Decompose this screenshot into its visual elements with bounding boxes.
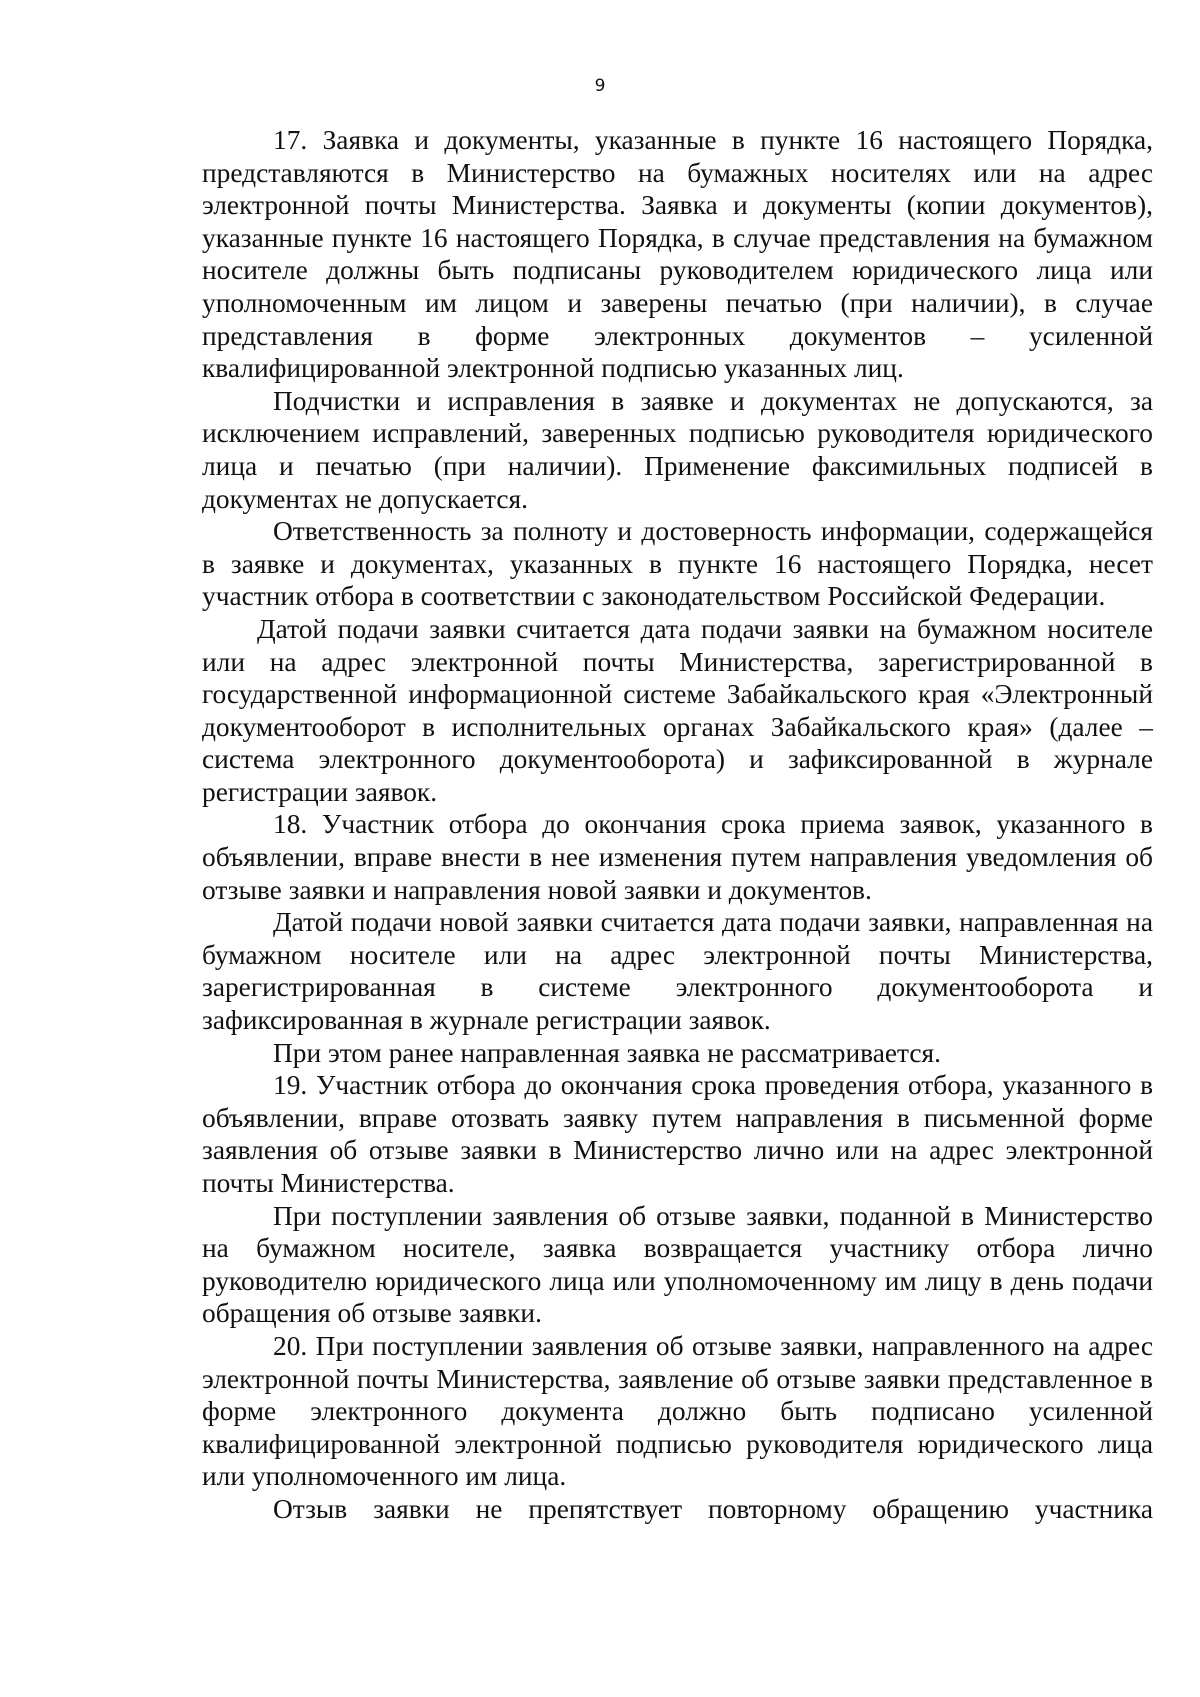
paragraph-new-submission-date: Датой подачи новой заявки считается дата подачи заявки, направленная на бумажном носителе или на адрес электронной почты Министерства, зарегистрированная в системе электронного документооборота и зафиксированная в журнале регистрации заявок. — [202, 907, 1153, 1036]
paragraph-20: 20. При поступлении заявления об отзыве заявки, направленного на адрес электронной почты Министерства, заявление об отзыве заявки представленное в форме электронного документа должно быть подписано усиленной квалифицированной электронной подписью руководителя юридического лица или уполномоченного им лица. — [202, 1330, 1153, 1492]
paragraph-withdrawal-paper: При поступлении заявления об отзыве заявки, поданной в Министерство на бумажном носителе, заявка возвращается участнику отбора лично руководителю юридического лица или уполномоченному им лицу в день подачи обращения об отзыве заявки. — [202, 1200, 1153, 1329]
paragraph-19: 19. Участник отбора до окончания срока проведения отбора, указанного в объявлении, вправе отозвать заявку путем направления в письменной форме заявления об отзыве заявки в Министерство лично или на адрес электронной почты Министерства. — [202, 1070, 1153, 1198]
paragraph-erasures: Подчистки и исправления в заявке и документах не допускаются, за исключением исправлений, заверенных подписью руководителя юридического лица и печатью (при наличии). Применение факсимильных подписей в документах не допускается. — [202, 385, 1153, 514]
paragraph-submission-date: Датой подачи заявки считается дата подачи заявки на бумажном носителе или на адрес электронной почты Министерства, зарегистрированной в государственной информационной системе Забайкальского края «Электронный документооборот в исполнительных органах Забайкальского края» (далее – система электронного документооборота) и зафиксированной в журнале регистрации заявок. — [202, 613, 1153, 807]
page-number: 9 — [594, 76, 606, 96]
paragraph-responsibility: Ответственность за полноту и достоверность информации, содержащейся в заявке и документах, указанных в пункте 16 настоящего Порядка, несет участник отбора в соответствии с законодательством Российской Федерации. — [202, 516, 1153, 612]
paragraph-18: 18. Участник отбора до окончания срока приема заявок, указанного в объявлении, вправе внести в нее изменения путем направления уведомления об отзыве заявки и направления новой заявки и документов. — [202, 809, 1153, 905]
paragraph-17: 17. Заявка и документы, указанные в пункте 16 настоящего Порядка, представляются в Министерство на бумажных носителях или на адрес электронной почты Министерства. Заявка и документы (копии документов), указанные пункте 16 настоящего Порядка, в случае представления на бумажном носителе должны быть подписаны руководителем юридического лица или уполномоченным им лицом и заверены печатью (при наличии), в случае представления в форме электронных документов – усиленной квалифицированной электронной подписью указанных лиц. — [202, 125, 1153, 384]
paragraph-withdrawal-continuation: Отзыв заявки не препятствует повторному обращению участника — [273, 1493, 1153, 1524]
paragraph-previous-not-considered: При этом ранее направленная заявка не рассматривается. — [273, 1037, 941, 1068]
document-body — [202, 124, 1153, 1526]
